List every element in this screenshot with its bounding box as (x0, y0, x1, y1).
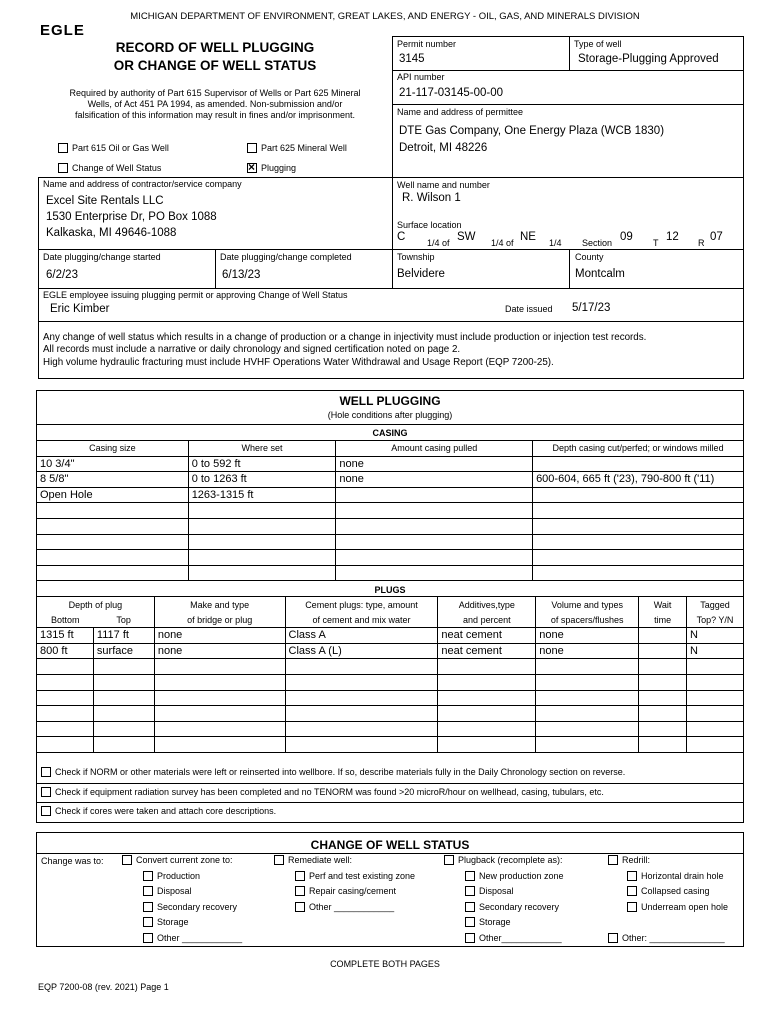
table-row (37, 674, 744, 690)
plugback-storage[interactable]: Storage (465, 917, 511, 928)
contractor-label: Name and address of contractor/service company (43, 179, 242, 189)
date-completed-value[interactable]: 6/13/23 (222, 269, 261, 281)
employee-label: EGLE employee issuing plugging permit or approving Change of Well Status (43, 290, 348, 300)
section-value[interactable]: 09 (620, 231, 633, 243)
plugs-table (36, 596, 744, 753)
remediate-option[interactable]: Remediate well: (274, 855, 352, 866)
employee-value[interactable]: Eric Kimber (50, 303, 110, 315)
permittee-line2[interactable]: Detroit, MI 48226 (399, 142, 488, 154)
checkbox-icon[interactable] (143, 886, 153, 896)
part615-option[interactable]: Part 615 Oil or Gas Well (58, 143, 169, 154)
form-title-1: RECORD OF WELL PLUGGING (115, 40, 315, 55)
convert-secondary[interactable]: Secondary recovery (143, 902, 237, 913)
table-row (37, 565, 744, 581)
date-issued-value[interactable]: 5/17/23 (572, 302, 611, 314)
table-row (37, 550, 744, 566)
checkbox-icon[interactable] (41, 806, 51, 816)
township-value[interactable]: Belvidere (397, 268, 445, 280)
checkbox-icon[interactable] (444, 855, 454, 865)
checkbox-icon[interactable] (465, 902, 475, 912)
convert-production[interactable]: Production (143, 871, 200, 882)
well-name-label: Well name and number (397, 180, 490, 190)
checkbox-icon[interactable] (465, 886, 475, 896)
checkbox-icon[interactable] (247, 143, 257, 153)
checkbox-icon[interactable] (274, 855, 284, 865)
plugs-header-row-bottom: Bottom Top of bridge or plug of cement and mix water and percent of spacers/flushes time Top? Y/N (37, 612, 744, 628)
checkbox-icon[interactable] (143, 933, 153, 943)
convert-storage[interactable]: Storage (143, 917, 189, 928)
plugback-other[interactable]: Other____________ (465, 933, 562, 944)
date-started-label: Date plugging/change started (43, 252, 161, 262)
table-row: Open Hole 1263-1315 ft (37, 487, 744, 503)
plugback-new-zone[interactable]: New production zone (465, 871, 564, 882)
checkbox-icon[interactable] (295, 886, 305, 896)
county-value[interactable]: Montcalm (575, 268, 625, 280)
well-name-value[interactable]: R. Wilson 1 (402, 192, 461, 204)
contractor-line3[interactable]: Kalkaska, MI 49646-1088 (46, 227, 177, 239)
well-type-value[interactable]: Storage-Plugging Approved (578, 53, 719, 65)
date-started-value[interactable]: 6/2/23 (46, 269, 78, 281)
casing-title: CASING (372, 428, 408, 438)
change-status-title: CHANGE OF WELL STATUS (310, 838, 470, 852)
table-row: 800 ft surface none Class A (L) neat cement none N (37, 643, 744, 659)
remediate-other[interactable]: Other ____________ (295, 902, 394, 913)
checkbox-icon[interactable] (143, 871, 153, 881)
plugback-disposal[interactable]: Disposal (465, 886, 514, 897)
checkbox-icon[interactable] (627, 871, 637, 881)
checkbox-icon[interactable] (627, 886, 637, 896)
checkbox-icon[interactable] (465, 917, 475, 927)
table-row (37, 721, 744, 737)
date-issued-label: Date issued (505, 304, 553, 314)
authority-text: Required by authority of Part 615 Supervisor of Wells or Part 625 Mineral Wells, of Act 451 PA 1994, as amended. Non-submission and/or falsification of this information may result in fines and/or imprisonment. (69, 88, 361, 120)
part625-option[interactable]: Part 625 Mineral Well (247, 143, 347, 154)
redrill-horizontal[interactable]: Horizontal drain hole (627, 871, 724, 882)
change-status-option[interactable]: Change of Well Status (58, 163, 161, 174)
date-completed-label: Date plugging/change completed (220, 252, 352, 262)
checkbox-icon[interactable] (465, 871, 475, 881)
plugs-title: PLUGS (374, 585, 406, 595)
convert-option[interactable]: Convert current zone to: (122, 855, 233, 866)
plugback-option[interactable]: Plugback (recomplete as): (444, 855, 563, 866)
table-row (37, 690, 744, 706)
cores-check[interactable]: Check if cores were taken and attach core descriptions. (41, 806, 276, 817)
checkbox-icon[interactable] (295, 871, 305, 881)
table-row (37, 737, 744, 753)
surface-location-label: Surface location (397, 220, 462, 230)
checked-checkbox-icon[interactable] (247, 163, 257, 173)
permittee-label: Name and address of permittee (397, 107, 524, 117)
surface-q3[interactable]: NE (520, 231, 536, 243)
form-id: EQP 7200-08 (rev. 2021) Page 1 (38, 982, 169, 992)
checkbox-icon[interactable] (122, 855, 132, 865)
contractor-line1[interactable]: Excel Site Rentals LLC (46, 195, 164, 207)
norm-check[interactable]: Check if NORM or other materials were left or reinserted into wellbore. If so, describe materials fully in the Daily Chronology section on reverse. (41, 767, 625, 778)
permit-value[interactable]: 3145 (399, 53, 425, 65)
checkbox-icon[interactable] (143, 902, 153, 912)
range-number[interactable]: 07 (710, 231, 723, 243)
township-number[interactable]: 12 (666, 231, 679, 243)
permit-label: Permit number (397, 39, 457, 49)
plugback-secondary[interactable]: Secondary recovery (465, 902, 559, 913)
checkbox-icon[interactable] (295, 902, 305, 912)
table-row (37, 659, 744, 675)
table-row: 1315 ft 1117 ft none Class A neat cement none N (37, 628, 744, 644)
checkbox-icon[interactable] (608, 933, 618, 943)
complete-both-pages: COMPLETE BOTH PAGES (330, 959, 440, 969)
table-row: 8 5/8" 0 to 1263 ft none 600-604, 665 ft ('23), 790-800 ft ('11) (37, 472, 744, 488)
redrill-other[interactable]: Other: _______________ (608, 933, 725, 944)
convert-other[interactable]: Other ____________ (143, 933, 242, 944)
redrill-collapsed[interactable]: Collapsed casing (627, 886, 710, 897)
table-row (37, 503, 744, 519)
notes-text: Any change of well status which results in a change of production or a change in injectivity must include production or injection test records. All records must include a narrative or daily chronology and signed certification noted on page 2. High volume hydraulic fracturing must include HVHF Operations Water Withdrawal and Usage Report (EQP 7200-25). (43, 332, 647, 368)
permittee-line1[interactable]: DTE Gas Company, One Energy Plaza (WCB 1830) (399, 125, 665, 137)
checkbox-icon[interactable] (58, 143, 68, 153)
checkbox-icon[interactable] (41, 767, 51, 777)
plugging-option[interactable]: × Plugging (247, 163, 296, 174)
well-type-label: Type of well (574, 39, 622, 49)
redrill-option[interactable]: Redrill: (608, 855, 650, 866)
plugging-title: WELL PLUGGING (339, 394, 441, 408)
checkbox-icon[interactable] (41, 787, 51, 797)
redrill-underream[interactable]: Underream open hole (627, 902, 728, 913)
table-row: 10 3/4" 0 to 592 ft none (37, 456, 744, 472)
radiation-check[interactable]: Check if equipment radiation survey has been completed and no TENORM was found >20 microR/hour on wellhead, casing, tubulars, etc. (41, 787, 604, 798)
casing-table (36, 440, 744, 581)
plugging-subtitle: (Hole conditions after plugging) (327, 410, 453, 420)
checkbox-icon[interactable] (608, 855, 618, 865)
checkbox-icon[interactable] (143, 917, 153, 927)
plugs-header-row-top: Depth of plug Make and type Cement plugs: type, amount Additives,type Volume and types Wait Tagged (37, 597, 744, 613)
table-row (37, 534, 744, 550)
surface-q1[interactable]: C (397, 231, 406, 243)
checkbox-icon[interactable] (58, 163, 68, 173)
convert-disposal[interactable]: Disposal (143, 886, 192, 897)
table-row (37, 518, 744, 534)
remediate-repair[interactable]: Repair casing/cement (295, 886, 396, 897)
api-value[interactable]: 21-117-03145-00-00 (399, 87, 504, 99)
form-title-2: OR CHANGE OF WELL STATUS (113, 58, 317, 73)
checkbox-icon[interactable] (465, 933, 475, 943)
county-label: County (575, 252, 604, 262)
casing-header-row: Casing size Where set Amount casing pulled Depth casing cut/perfed; or windows milled (37, 441, 744, 457)
api-label: API number (397, 72, 445, 82)
checkbox-icon[interactable] (627, 902, 637, 912)
contractor-line2[interactable]: 1530 Enterprise Dr, PO Box 1088 (46, 211, 217, 223)
table-row (37, 706, 744, 722)
township-label: Township (397, 252, 435, 262)
remediate-perf[interactable]: Perf and test existing zone (295, 871, 415, 882)
department-header: MICHIGAN DEPARTMENT OF ENVIRONMENT, GREAT LAKES, AND ENERGY - OIL, GAS, AND MINERALS DIVISION (130, 11, 640, 22)
egle-logo: EGLE (40, 22, 85, 39)
change-was-to-label: Change was to: (41, 856, 104, 866)
surface-q2[interactable]: SW (457, 231, 476, 243)
